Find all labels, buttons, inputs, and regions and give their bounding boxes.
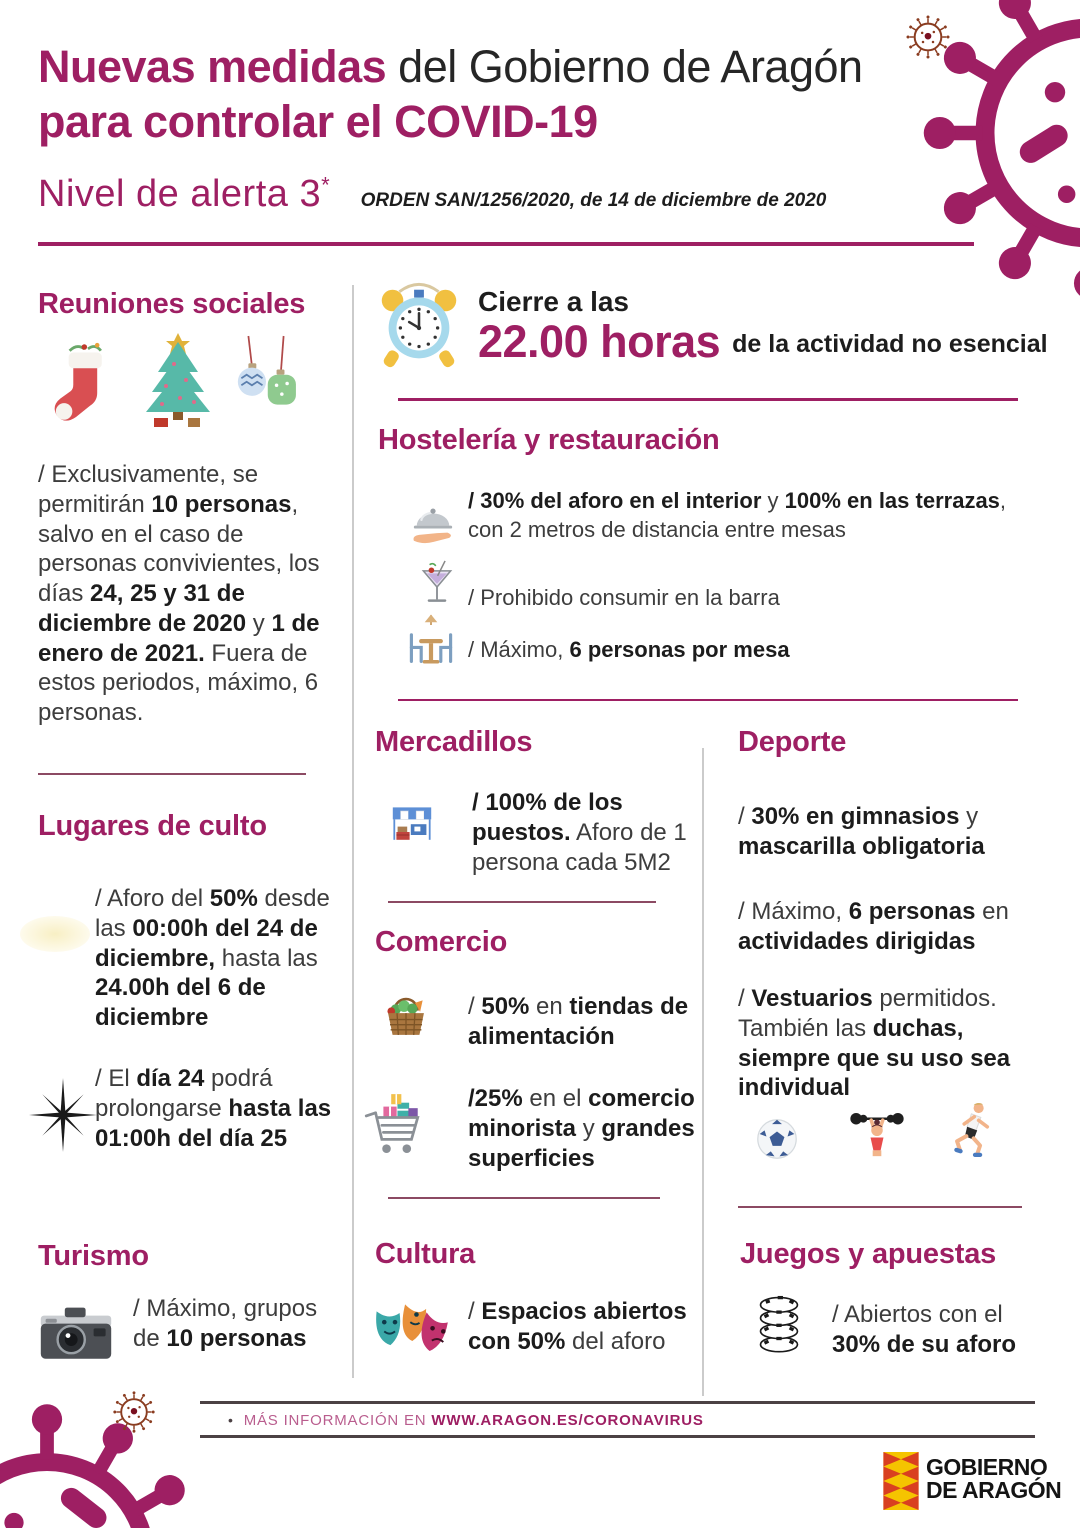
serving-cloche-icon [404,492,462,550]
market-stall-icon [382,798,442,860]
aragon-shield-icon [883,1452,919,1510]
christmas-tree-icon [128,328,228,432]
footer-info [228,1412,704,1429]
candle-glow-icon [20,916,90,952]
footer-bullet: • [228,1412,234,1428]
soccer-ball-icon [746,1108,808,1170]
hosteleria-bullet-barra: / Prohibido consumir en la barra [468,585,780,610]
footer-rule-top [200,1401,1035,1404]
food-basket-icon [374,984,438,1050]
coronavirus-large-icon [0,1396,212,1528]
hosteleria-rule [398,699,1018,701]
comercio-rule [388,1197,660,1199]
closure-line1: Cierre a las [478,286,629,317]
closure-time: 22.00 horas [478,316,721,367]
deporte-bullet-actividades: / Máximo, 6 personas en actividades dirigidas [738,898,1009,955]
closure-suffix: de la actividad no esencial [732,330,1048,358]
alert-level-row [38,172,826,216]
section-title-juegos: Juegos y apuestas [740,1238,997,1270]
theater-masks-icon [372,1290,464,1362]
hosteleria-bullet-mesa: / Máximo, 6 personas por mesa [468,637,790,662]
mercadillos-rule [388,901,656,903]
alert-level: Nivel de alerta 3* [38,172,331,215]
section-title-reuniones: Reuniones sociales [38,288,306,320]
comercio-bullet-alimentacion: / 50% en tiendas de alimentación [468,993,689,1050]
reuniones-rule [38,773,306,775]
alarm-clock-icon [370,276,468,374]
star-sparkle-icon [26,1066,100,1164]
section-title-cultura: Cultura [375,1238,476,1270]
table-and-chairs-icon [396,610,466,682]
turismo-text: / Máximo, grupos de 10 personas [133,1295,318,1352]
column-divider-left [352,285,354,1378]
section-title-hosteleria: Hostelería y restauración [378,424,720,456]
footer-info-prefix: MÁS INFORMACIÓN EN [243,1412,432,1429]
order-reference: ORDEN SAN/1256/2020, de 14 de diciembre de 2020 [360,189,827,211]
coronavirus-small-icon [110,1388,158,1436]
government-logo-text [926,1456,1061,1503]
weightlifter-icon [838,1100,916,1172]
logo-line1: GOBIERNO [926,1454,1048,1480]
logo-line2: DE ARAGÓN [926,1477,1062,1504]
runner-icon [934,1096,1006,1172]
section-title-mercadillos: Mercadillos [375,726,533,758]
closure-time-row [478,316,1048,368]
hosteleria-bullet-aforo: / 30% del aforo en el interior y 100% en las terrazas, con 2 metros de distancia entre mesas [468,488,1007,542]
deporte-rule [738,1206,1022,1208]
cultura-text: / Espacios abiertos con 50% del aforo [468,1298,687,1355]
closure-rule [398,398,1018,401]
lugares-bullet-aforo: / Aforo del 50% desde las 00:00h del 24 de diciembre, hasta las 24.00h del 6 de diciembre [95,885,330,1031]
shopping-cart-gifts-icon [360,1090,438,1170]
christmas-ornaments-icon [222,330,310,430]
section-title-turismo: Turismo [38,1240,149,1272]
section-title-comercio: Comercio [375,926,508,958]
camera-icon [36,1298,116,1362]
poker-chips-icon [746,1286,812,1362]
section-title-lugares: Lugares de culto [38,810,267,842]
footer-info-url: WWW.ARAGON.ES/CORONAVIRUS [431,1412,704,1429]
coronavirus-large-icon [915,0,1080,308]
section-title-deporte: Deporte [738,726,847,758]
reuniones-text: / Exclusivamente, se permitirán 10 personas, salvo en el caso de personas convivientes, los días 24, 25 y 31 de diciembre de 2020 y 1 de enero de 2021. Fuera de estos periodos, máximo, 6 personas. [38,461,320,726]
header-rule [38,242,974,246]
christmas-stocking-icon [42,332,134,432]
page-title: Nuevas medidas del Gobierno de Aragón para controlar el COVID-19 [38,41,863,147]
comercio-bullet-minorista: /25% en el comercio minorista y grandes superficies [468,1085,695,1172]
footer-rule-bottom [200,1435,1035,1438]
juegos-text: / Abiertos con el 30% de su aforo [832,1301,1017,1358]
mercadillos-text: / 100% de los puestos. Aforo de 1 persona cada 5M2 [472,789,687,876]
deporte-bullet-vestuarios: / Vestuarios permitidos. También las duchas, siempre que su uso sea individual [738,985,1011,1102]
deporte-bullet-gimnasios: / 30% en gimnasios y mascarilla obligatoria [738,803,985,860]
lugares-bullet-dia24: / El día 24 podrá prolongarse hasta las 01:00h del día 25 [95,1065,332,1152]
